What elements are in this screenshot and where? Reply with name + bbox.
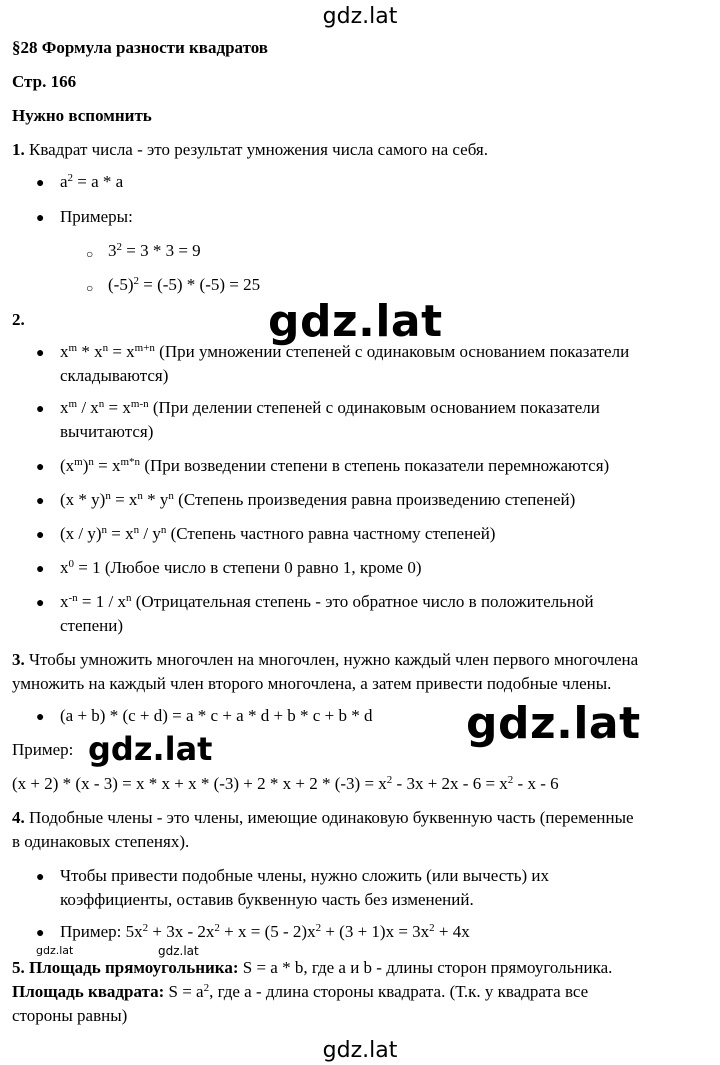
examples-label: Примеры: xyxy=(60,207,133,226)
watermark-center: gdz.lat xyxy=(268,296,443,347)
item-3-number: 3. xyxy=(12,650,25,669)
watermark-small-1: gdz.lat xyxy=(36,944,74,957)
item-1-number: 1. xyxy=(12,140,25,159)
like-terms-example: Пример: $5x^2 + 3x - 2x^2 + x = (5 - 2)x^2 + (3 + 1)x = 3x^2 + 4x$ xyxy=(60,922,470,941)
circle-bullet-icon: ○ xyxy=(86,247,94,261)
rectangle-area-title: 5. Площадь прямоугольника: xyxy=(12,958,239,977)
example-label: Пример: xyxy=(12,740,74,759)
example-2: $(-5)^2 = (-5) * (-5) = 25$ xyxy=(108,275,261,294)
rule-multiply: $x^m * x^n = x^{m+n}$ (При умножении степеней с одинаковым основанием показатели xyxy=(60,342,630,361)
bullet-icon: ● xyxy=(36,176,45,191)
item-4-text: Подобные члены - это члены, имеющие одинаковую буквенную часть (переменные xyxy=(29,808,634,827)
rule-multiply-line2: складываются) xyxy=(60,366,169,385)
watermark-top: gdz.lat xyxy=(322,4,398,29)
bullet-icon: ● xyxy=(36,346,45,361)
bullet-icon: ● xyxy=(36,562,45,577)
page-number: Стр. 166 xyxy=(12,72,77,91)
item-1-text: Квадрат числа - это результат умножения числа самого на себя. xyxy=(29,140,488,159)
item-4-line2: в одинаковых степенях). xyxy=(12,832,190,851)
rule-divide-line2: вычитаются) xyxy=(60,422,154,441)
square-area-line2: стороны равны) xyxy=(12,1006,128,1025)
bullet-icon: ● xyxy=(36,926,45,941)
rule-divide: $x^m / x^n = x^{m-n}$ (При делении степеней с одинаковым основанием показатели xyxy=(60,398,600,417)
item-5 xyxy=(12,956,612,980)
bullet-icon: ● xyxy=(36,870,45,885)
bullet-icon: ● xyxy=(36,596,45,611)
example-1: $3^2 = 3 * 3 = 9$ xyxy=(108,241,201,260)
rule-zero-power: $x^0 = 1$ (Любое число в степени 0 равно 1, кроме 0) xyxy=(60,558,422,577)
watermark-example: gdz.lat xyxy=(88,730,213,768)
item-3-text: Чтобы умножить многочлен на многочлен, нужно каждый член первого многочлена xyxy=(29,650,639,669)
item-2-number: 2. xyxy=(12,310,25,329)
rectangle-area-formula: S = a * b, где a и b - длины сторон прямоугольника. xyxy=(238,958,613,977)
watermark-right: gdz.lat xyxy=(466,698,641,749)
item-3 xyxy=(12,648,638,672)
rule-negative-power: $x^{-n} = 1 / x^n$ (Отрицательная степень - это обратное число в положительной xyxy=(60,592,594,611)
watermark-bottom: gdz.lat xyxy=(322,1038,398,1063)
rule-power-of-power: $(x^m)^n = x^{m*n}$ (При возведении степени в степень показатели перемножаются) xyxy=(60,456,610,475)
square-area: Площадь квадрата: $S = a^2$, где a - длина стороны квадрата. (Т.к. у квадрата все xyxy=(12,982,589,1001)
polynomial-example: $(x + 2) * (x - 3) = x * x + x * (-3) + 2 * x + 2 * (-3) = x^2 - 3x + 2x - 6 = x^2 - x - 6$ xyxy=(12,774,559,793)
like-terms-rule: Чтобы привести подобные члены, нужно сложить (или вычесть) их xyxy=(60,866,549,885)
like-terms-rule-line2: коэффициенты, оставив буквенную часть без изменений. xyxy=(60,890,474,909)
bullet-icon: ● xyxy=(36,402,45,417)
item-4 xyxy=(12,806,634,830)
item-3-line2: умножить на каждый член второго многочлена, а затем привести подобные члены. xyxy=(12,674,612,693)
rule-product-power: $(x * y)^n = x^n * y^n$ (Степень произведения равна произведению степеней) xyxy=(60,490,576,509)
bullet-icon: ● xyxy=(36,494,45,509)
square-area-title: Площадь квадрата: xyxy=(12,982,165,1001)
bullet-icon: ● xyxy=(36,710,45,725)
bullet-icon: ● xyxy=(36,211,45,226)
square-definition: $a^2 = a * a$ xyxy=(60,172,124,191)
rule-quotient-power: $(x / y)^n = x^n / y^n$ (Степень частного равна частному степеней) xyxy=(60,524,496,543)
circle-bullet-icon: ○ xyxy=(86,281,94,295)
bullet-icon: ● xyxy=(36,460,45,475)
bullet-icon: ● xyxy=(36,528,45,543)
remember-heading: Нужно вспомнить xyxy=(12,106,152,125)
watermark-small-2: gdz.lat xyxy=(158,944,199,958)
item-4-number: 4. xyxy=(12,808,25,827)
rule-negative-power-line2: степени) xyxy=(60,616,124,635)
section-title: §28 Формула разности квадратов xyxy=(12,38,268,57)
polynomial-rule: (a + b) * (c + d) = a * c + a * d + b * c + b * d xyxy=(60,706,373,725)
item-1 xyxy=(12,138,488,162)
